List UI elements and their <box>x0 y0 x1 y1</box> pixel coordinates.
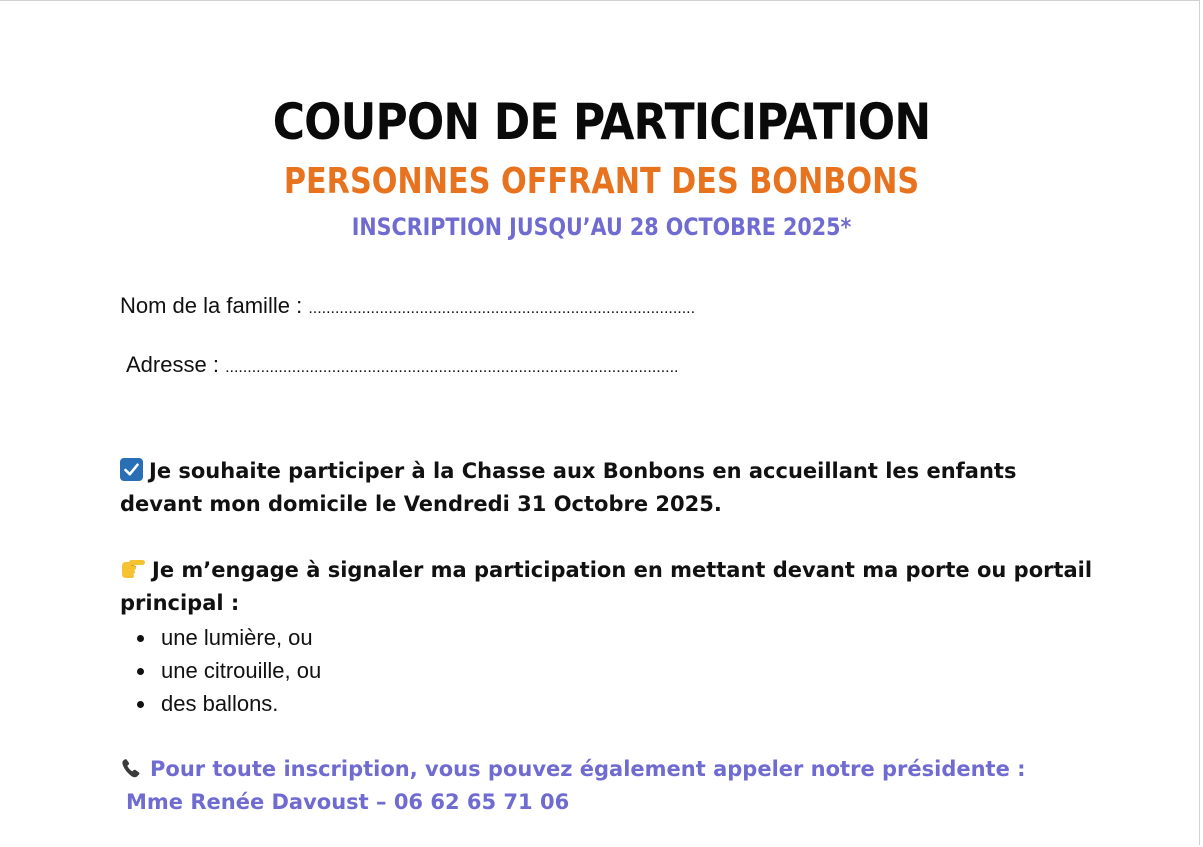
president-contact: Mme Renée Davoust – 06 62 65 71 06 <box>126 790 570 814</box>
participation-statement <box>120 455 1100 521</box>
address-dots: ...................................................................................................... <box>225 359 679 376</box>
checkbox-icon <box>120 458 143 481</box>
address-label: Adresse : <box>126 352 219 377</box>
contact-line-1 <box>120 753 1120 786</box>
participation-text: Je souhaite participer à la Chasse aux Bonbons en accueillant les enfants devant mon domicile le Vendredi 31 Octobre 2025. <box>120 459 1017 516</box>
page-title: COUPON DE PARTICIPATION <box>272 93 931 151</box>
list-item: une citrouille, ou <box>161 654 321 687</box>
registration-deadline: INSCRIPTION JUSQU’AU 28 OCTOBRE 2025* <box>351 213 852 241</box>
page-subtitle: PERSONNES OFFRANT DES BONBONS <box>283 161 920 202</box>
contact-info <box>120 753 1120 819</box>
pointing-hand-icon <box>120 556 146 578</box>
list-item: une lumière, ou <box>161 621 321 654</box>
address-field <box>126 352 678 378</box>
phone-icon <box>120 756 144 778</box>
commitment-text: Je m’engage à signaler ma participation en mettant devant ma porte ou portail principal : <box>120 558 1093 615</box>
signal-options-list <box>120 621 321 720</box>
commitment-statement <box>120 554 1100 620</box>
contact-text: Pour toute inscription, vous pouvez également appeler notre présidente : <box>150 757 1026 781</box>
family-name-field <box>120 293 695 319</box>
family-name-label: Nom de la famille : <box>120 293 303 318</box>
family-name-dots: ....................................................................................... <box>308 300 696 317</box>
list-item: des ballons. <box>161 687 321 720</box>
